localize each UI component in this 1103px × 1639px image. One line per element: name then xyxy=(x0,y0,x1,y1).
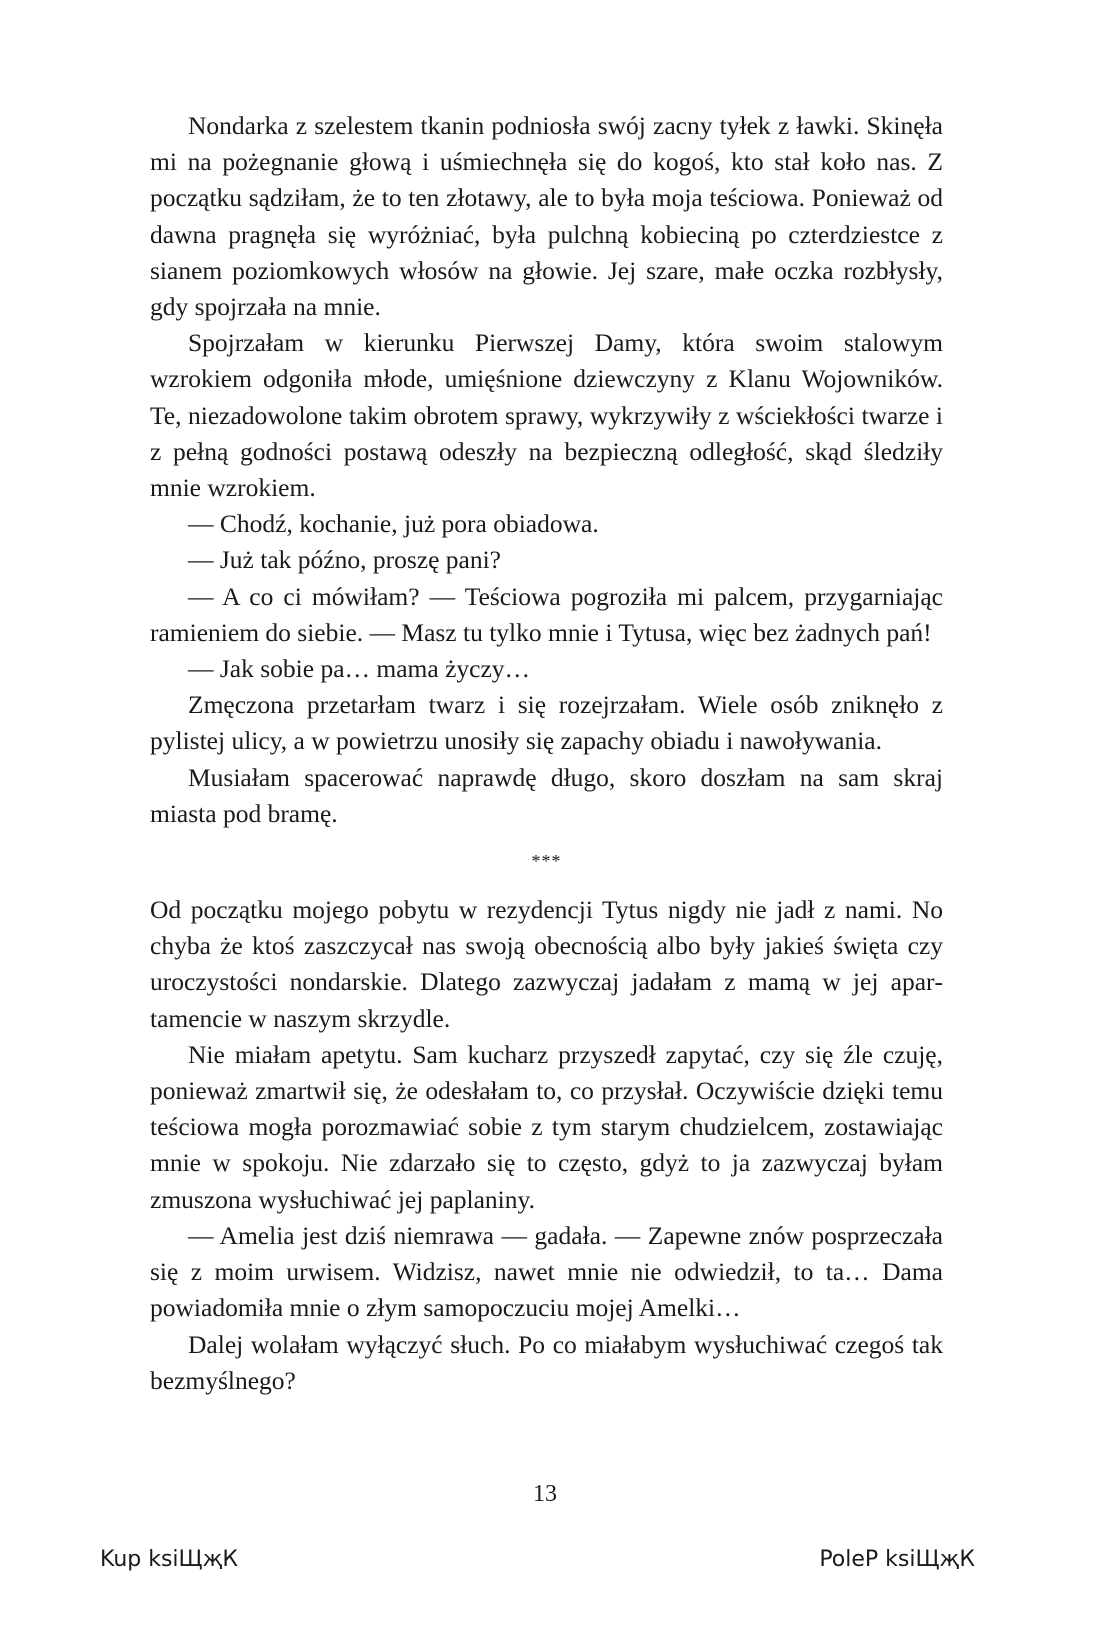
footer-buy-book-link[interactable]: Kup ksiЩҗК xyxy=(100,1547,239,1572)
paragraph-7: Dalej wolałam wyłączyć słuch. Po co miałabym wysłuchiwać czegoś tak bezmyślnego? xyxy=(150,1329,943,1395)
scene-separator: *** xyxy=(531,851,562,872)
paragraph-2: Spojrzałam w kierunku Pierwszej Damy, która swoim stalowym wzrokiem odgoniła młode, umięśnione dziewczyny z Klanu Wojowników. Te, niezadowolone takim obrotem sprawy, wykrzywiły z wściekłości twarze i z pełną godności postawą odeszły na bezpieczną odległość, skąd śledziły mnie wzrokiem. xyxy=(150,328,943,503)
paragraph-6: Nie miałam apetytu. Sam kucharz przyszedł zapytać, czy się źle czuję, ponieważ zmartwił się, że odesłałam to, co przysłał. Oczywiście dzięki temu teściowa mogła porozmawiać sobie z tym starym chudzielcem, zostawiając mnie w spokoju. Nie zdarzało się to często, gdyż to ja zazwyczaj byłam zmuszona wysłuchiwać jej paplaniny. xyxy=(150,1039,943,1214)
dialogue-line-5: — Amelia jest dziś niemrawa — gadała. — Zapewne znów posprzeczała się z moim urwisem. Widzisz, nawet mnie nie odwiedził, to ta… Dama powiadomiła mnie o złym samopoczuciu mojej Amelki… xyxy=(150,1220,943,1323)
paragraph-4: Musiałam spacerować naprawdę długo, skoro doszłam na sam skraj miasta pod bramę. xyxy=(150,762,943,828)
dialogue-line-1: — Chodź, kochanie, już pora obiadowa. xyxy=(188,509,599,539)
footer-recommend-book-link[interactable]: PoleP ksiЩҗК xyxy=(819,1547,975,1572)
dialogue-line-4: — Jak sobie pa… mama życzy… xyxy=(188,654,531,684)
paragraph-1: Nondarka z szelestem tkanin podniosła swój zacny tyłek z ławki. Skinęła mi na pożegnanie głową i uśmiechnęła się do kogoś, kto stał koło nas. Z początku sądziłam, że to ten złotawy, ale to była moja teściowa. Ponieważ od dawna pragnęła się wyróżniać, była pulchną kobieciną po czterdziestce z sianem poziomkowych włosów na głowie. Jej szare, małe oczka rozbłysły, gdy spojrzała na mnie. xyxy=(150,111,943,322)
dialogue-line-2: — Już tak późno, proszę pani? xyxy=(188,545,501,575)
paragraph-5: Od początku mojego pobytu w rezydencji Tytus nigdy nie jadł z nami. No chyba że ktoś zaszczycał nas swoją obecnością albo były jakieś święta czy uroczystości nondarskie. Dlatego zazwyczaj jadałam z mamą w jej apartamencie w naszym skrzydle. xyxy=(150,895,943,1033)
page-body xyxy=(150,108,943,1399)
paragraph-3: Zmęczona przetarłam twarz i się rozejrzałam. Wiele osób zniknęło z pylistej ulicy, a w powietrzu unosiły się zapachy obiadu i nawoływania. xyxy=(150,690,943,756)
page-number: 13 xyxy=(533,1481,557,1507)
dialogue-line-3: — A co ci mówiłam? — Teściowa pogroziła mi palcem, przygarniając ramieniem do siebie. — Masz tu tylko mnie i Tytusa, więc bez żadnych pań! xyxy=(150,581,943,647)
